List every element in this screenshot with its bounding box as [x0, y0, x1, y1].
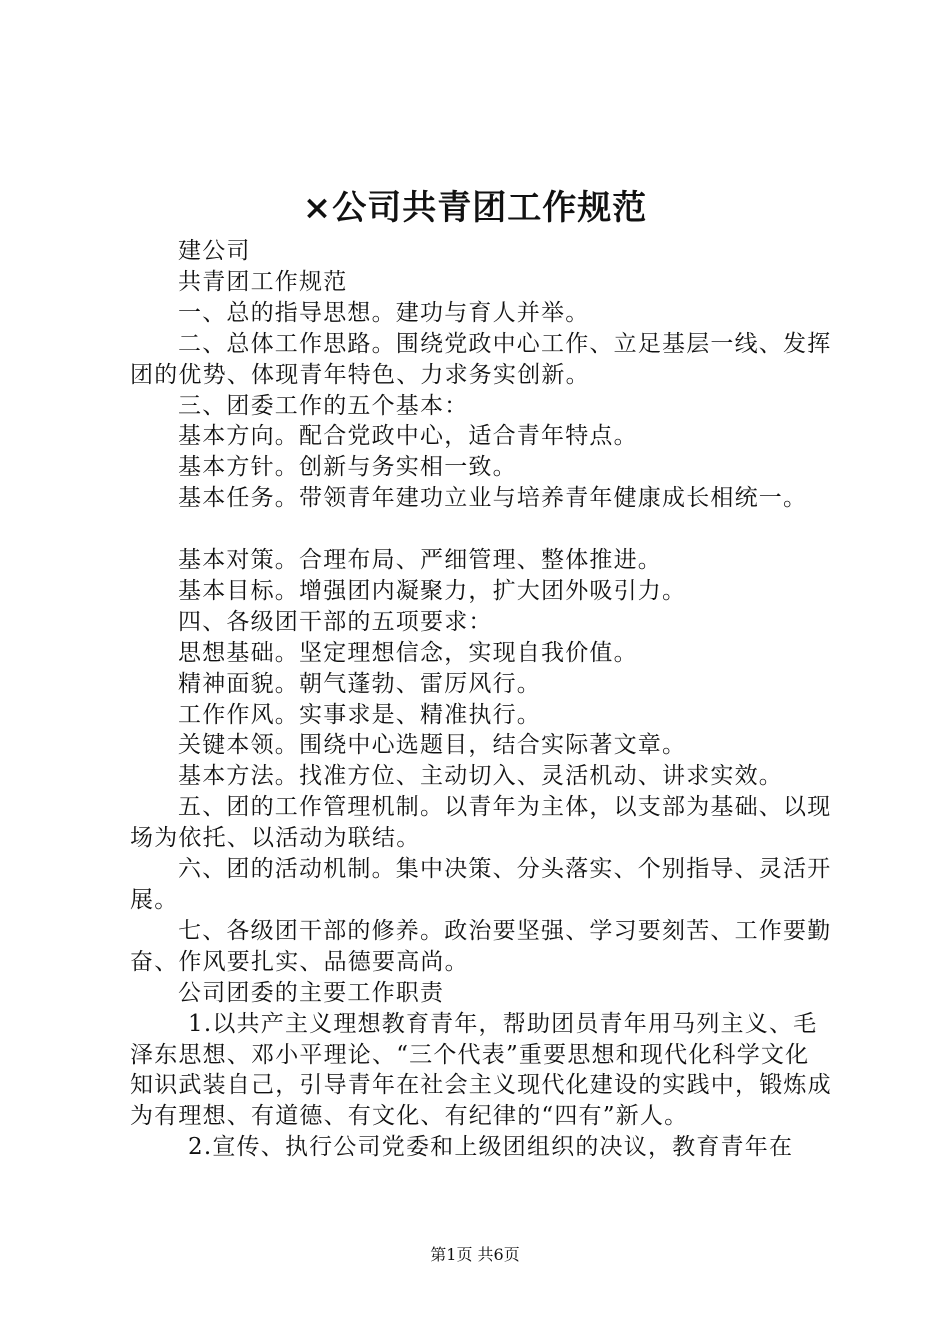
- page-footer: 第1页 共6页: [430, 1245, 520, 1264]
- paragraph: 六、团的活动机制。集中决策、分头落实、个别指导、灵活开展。: [130, 856, 832, 914]
- paragraph: 建公司: [178, 238, 251, 264]
- paragraph: 七、各级团干部的修养。政治要坚强、学习要刻苦、工作要勤奋、作风要扎实、品德要高尚。: [130, 917, 832, 975]
- paragraph: 共青团工作规范: [178, 268, 348, 295]
- paragraph: 1.以共产主义理想教育青年，帮助团员青年用马列主义、毛泽东思想、邓小平理论、“三个代表”重要思想和现代化科学文化知识武装自己，引导青年在社会主义现代化建设的实践中，锻炼成为有理想、有道德、有文化、有纪律的“四有”新人。: [130, 1010, 832, 1130]
- paragraph: 思想基础。坚定理想信念，实现自我价值。: [178, 639, 638, 666]
- paragraph: 2.宣传、执行公司党委和上级团组织的决议，教育青年在: [188, 1134, 794, 1161]
- paragraph: 基本方针。创新与务实相一致。: [178, 454, 517, 481]
- paragraph: 基本目标。增强团内凝聚力，扩大团外吸引力。: [178, 577, 687, 604]
- document-body: [130, 236, 832, 1163]
- paragraph: 四、各级团干部的五项要求：: [178, 608, 493, 635]
- paragraph: 精神面貌。朝气蓬勃、雷厉风行。: [178, 670, 541, 697]
- paragraph: 关键本领。围绕中心选题目，结合实际著文章。: [178, 732, 687, 759]
- paragraph: 基本方法。找准方位、主动切入、灵活机动、讲求实效。: [178, 763, 783, 790]
- paragraph: 公司团委的主要工作职责: [178, 979, 445, 1006]
- paragraph: 基本对策。合理布局、严细管理、整体推进。: [178, 547, 662, 574]
- blank-line: [130, 514, 832, 545]
- paragraph: 一、总的指导思想。建功与育人并举。: [178, 299, 590, 326]
- paragraph: 五、团的工作管理机制。以青年为主体，以支部为基础、以现场为依托、以活动为联结。: [130, 794, 832, 852]
- paragraph: 基本方向。配合党政中心，适合青年特点。: [178, 423, 638, 450]
- paragraph: 工作作风。实事求是、精准执行。: [178, 701, 541, 728]
- document-title: ×公司共青团工作规范: [302, 188, 648, 228]
- paragraph: 三、团委工作的五个基本：: [178, 392, 469, 419]
- paragraph: 二、总体工作思路。围绕党政中心工作、立足基层一线、发挥团的优势、体现青年特色、力求务实创新。: [130, 330, 832, 388]
- paragraph: 基本任务。带领青年建功立业与培养青年健康成长相统一。: [178, 485, 808, 512]
